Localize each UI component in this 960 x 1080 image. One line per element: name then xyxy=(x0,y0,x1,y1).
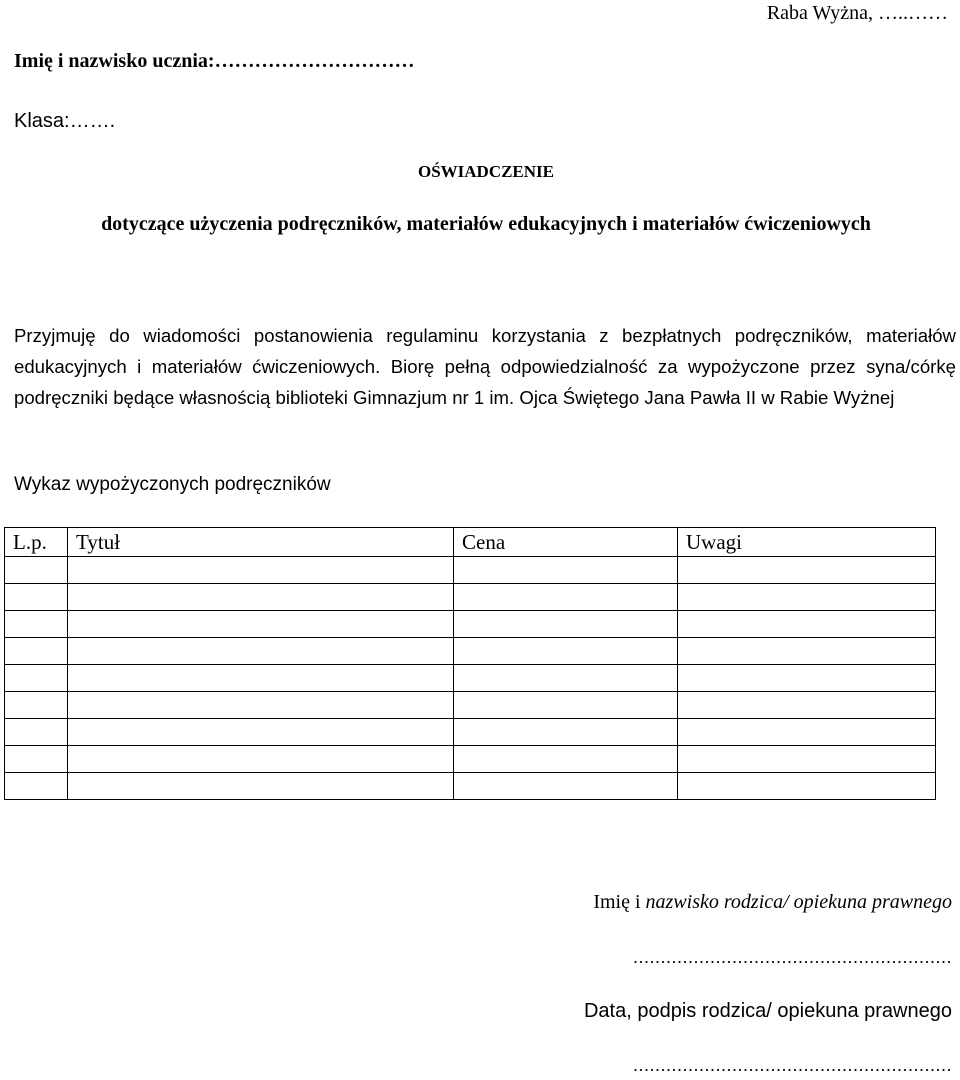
table-row xyxy=(5,665,936,692)
parent-name-label-upright: Imię i xyxy=(593,891,646,913)
cell-price xyxy=(454,773,678,800)
cell-lp xyxy=(5,692,68,719)
cell-notes xyxy=(678,557,936,584)
cell-notes xyxy=(678,665,936,692)
header-title: Tytuł xyxy=(68,528,454,557)
cell-title xyxy=(68,719,454,746)
cell-lp xyxy=(5,665,68,692)
cell-lp xyxy=(5,584,68,611)
table-row xyxy=(5,557,936,584)
class-field: Klasa:……. xyxy=(14,110,116,132)
cell-lp xyxy=(5,773,68,800)
date-signature-label: Data, podpis rodzica/ opiekuna prawnego xyxy=(583,1000,952,1022)
student-name-field: Imię i nazwisko ucznia:………………………… xyxy=(14,50,415,72)
place-date: Raba Wyżna, …..…… xyxy=(766,2,948,24)
cell-price xyxy=(454,746,678,773)
cell-title xyxy=(68,638,454,665)
cell-lp xyxy=(5,746,68,773)
cell-notes xyxy=(678,611,936,638)
document-title: OŚWIADCZENIE xyxy=(417,162,555,181)
statement-paragraph: Przyjmuję do wiadomości postanowienia regulaminu korzystania z bezpłatnych podręczników, materiałów edukacyjnych i materiałów ćwiczeniowych. Biorę pełną odpowiedzialność za wypożyczone przez syna/córkę podręczniki będące własnością biblioteki Gimnazjum nr 1 im. Ojca Świętego Jana Pawła II w Rabie Wyżnej xyxy=(14,325,956,408)
parent-name-dots: .......................................................... xyxy=(632,947,952,967)
cell-title xyxy=(68,692,454,719)
date-signature-dots: .......................................................... xyxy=(632,1055,952,1075)
table-row xyxy=(5,719,936,746)
cell-price xyxy=(454,665,678,692)
cell-price xyxy=(454,584,678,611)
table-row xyxy=(5,584,936,611)
cell-notes xyxy=(678,638,936,665)
table-row xyxy=(5,638,936,665)
cell-price xyxy=(454,638,678,665)
cell-notes xyxy=(678,719,936,746)
document-subtitle: dotyczące użyczenia podręczników, materiałów edukacyjnych i materiałów ćwiczeniowych xyxy=(101,213,871,235)
cell-price xyxy=(454,557,678,584)
cell-lp xyxy=(5,719,68,746)
parent-name-label xyxy=(593,891,952,914)
cell-price xyxy=(454,719,678,746)
table-row xyxy=(5,692,936,719)
cell-title xyxy=(68,665,454,692)
cell-title xyxy=(68,557,454,584)
header-lp: L.p. xyxy=(5,528,68,557)
cell-price xyxy=(454,611,678,638)
table-row xyxy=(5,611,936,638)
cell-title xyxy=(68,773,454,800)
header-price: Cena xyxy=(454,528,678,557)
cell-lp xyxy=(5,611,68,638)
header-notes: Uwagi xyxy=(678,528,936,557)
table-header-row xyxy=(5,528,936,557)
parent-name-label-italic: nazwisko rodzica/ opiekuna prawnego xyxy=(645,891,952,913)
cell-notes xyxy=(678,584,936,611)
books-list-heading: Wykaz wypożyczonych podręczników xyxy=(14,474,331,495)
cell-price xyxy=(454,692,678,719)
table-row xyxy=(5,746,936,773)
cell-notes xyxy=(678,746,936,773)
books-table xyxy=(4,527,936,800)
cell-notes xyxy=(678,692,936,719)
table-body xyxy=(5,557,936,800)
cell-title xyxy=(68,746,454,773)
cell-title xyxy=(68,584,454,611)
cell-lp xyxy=(5,638,68,665)
cell-lp xyxy=(5,557,68,584)
table-row xyxy=(5,773,936,800)
cell-notes xyxy=(678,773,936,800)
cell-title xyxy=(68,611,454,638)
